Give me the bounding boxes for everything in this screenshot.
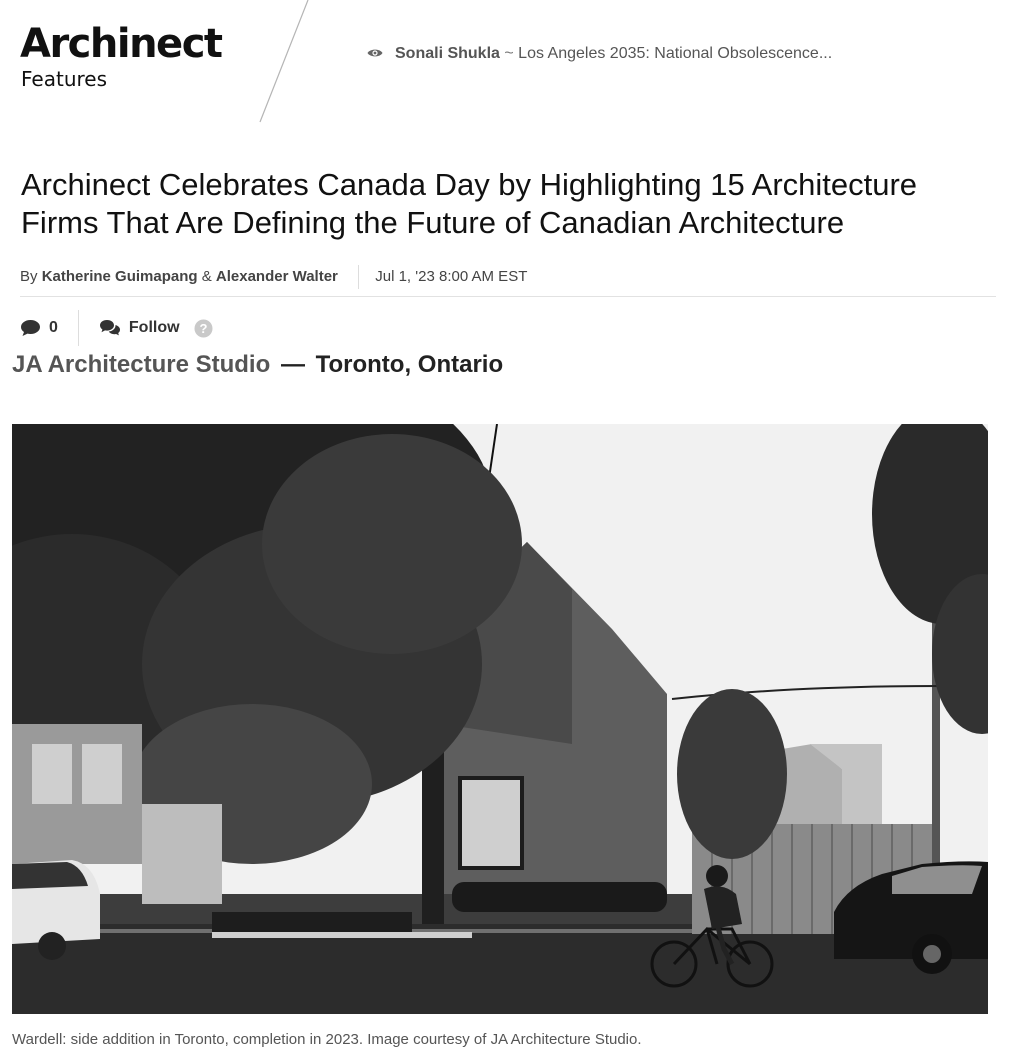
author-link-2[interactable]: Alexander Walter [215,267,338,285]
byline-divider [358,265,359,289]
photo-caption: Wardell: side addition in Toronto, completion in 2023. Image courtesy of JA Architecture Studio. [12,1031,642,1048]
byline-prefix: By [20,267,38,285]
project-photo[interactable] [12,424,988,1014]
site-header [0,0,1016,130]
article-byline [20,265,527,289]
project-photo-illustration [12,424,988,1014]
firm-location: Toronto, Ontario [315,351,504,378]
comment-count: 0 [49,319,58,336]
section-label[interactable]: Features [21,67,107,91]
firm-heading [12,350,503,380]
firm-dash: — [280,351,305,378]
author-link-1[interactable]: Katherine Guimapang [41,267,198,285]
author-joiner: & [201,267,212,285]
comments-button[interactable] [20,310,79,346]
trending-link[interactable] [367,44,832,64]
firm-name-link[interactable]: JA Architecture Studio [12,351,271,378]
trending-title[interactable]: Los Angeles 2035: National Obsolescence... [518,45,833,62]
article-actions [20,310,213,346]
article-title: Archinect Celebrates Canada Day by Highlighting 15 Architecture Firms That Are Defining the Future of Canadian Architecture [21,167,918,240]
svg-text:?: ? [199,320,208,336]
trending-author[interactable]: Sonali Shukla [395,45,500,62]
trending-separator: ~ [504,45,514,62]
article-date: Jul 1, '23 8:00 AM EST [375,267,528,285]
follow-icon [99,319,121,337]
help-icon[interactable] [194,319,213,338]
eye-icon [367,47,383,59]
site-logo[interactable]: Archinect [20,21,222,67]
follow-button[interactable] [99,319,180,337]
follow-label: Follow [128,319,180,336]
byline-separator [20,296,996,297]
comment-icon [20,319,41,337]
